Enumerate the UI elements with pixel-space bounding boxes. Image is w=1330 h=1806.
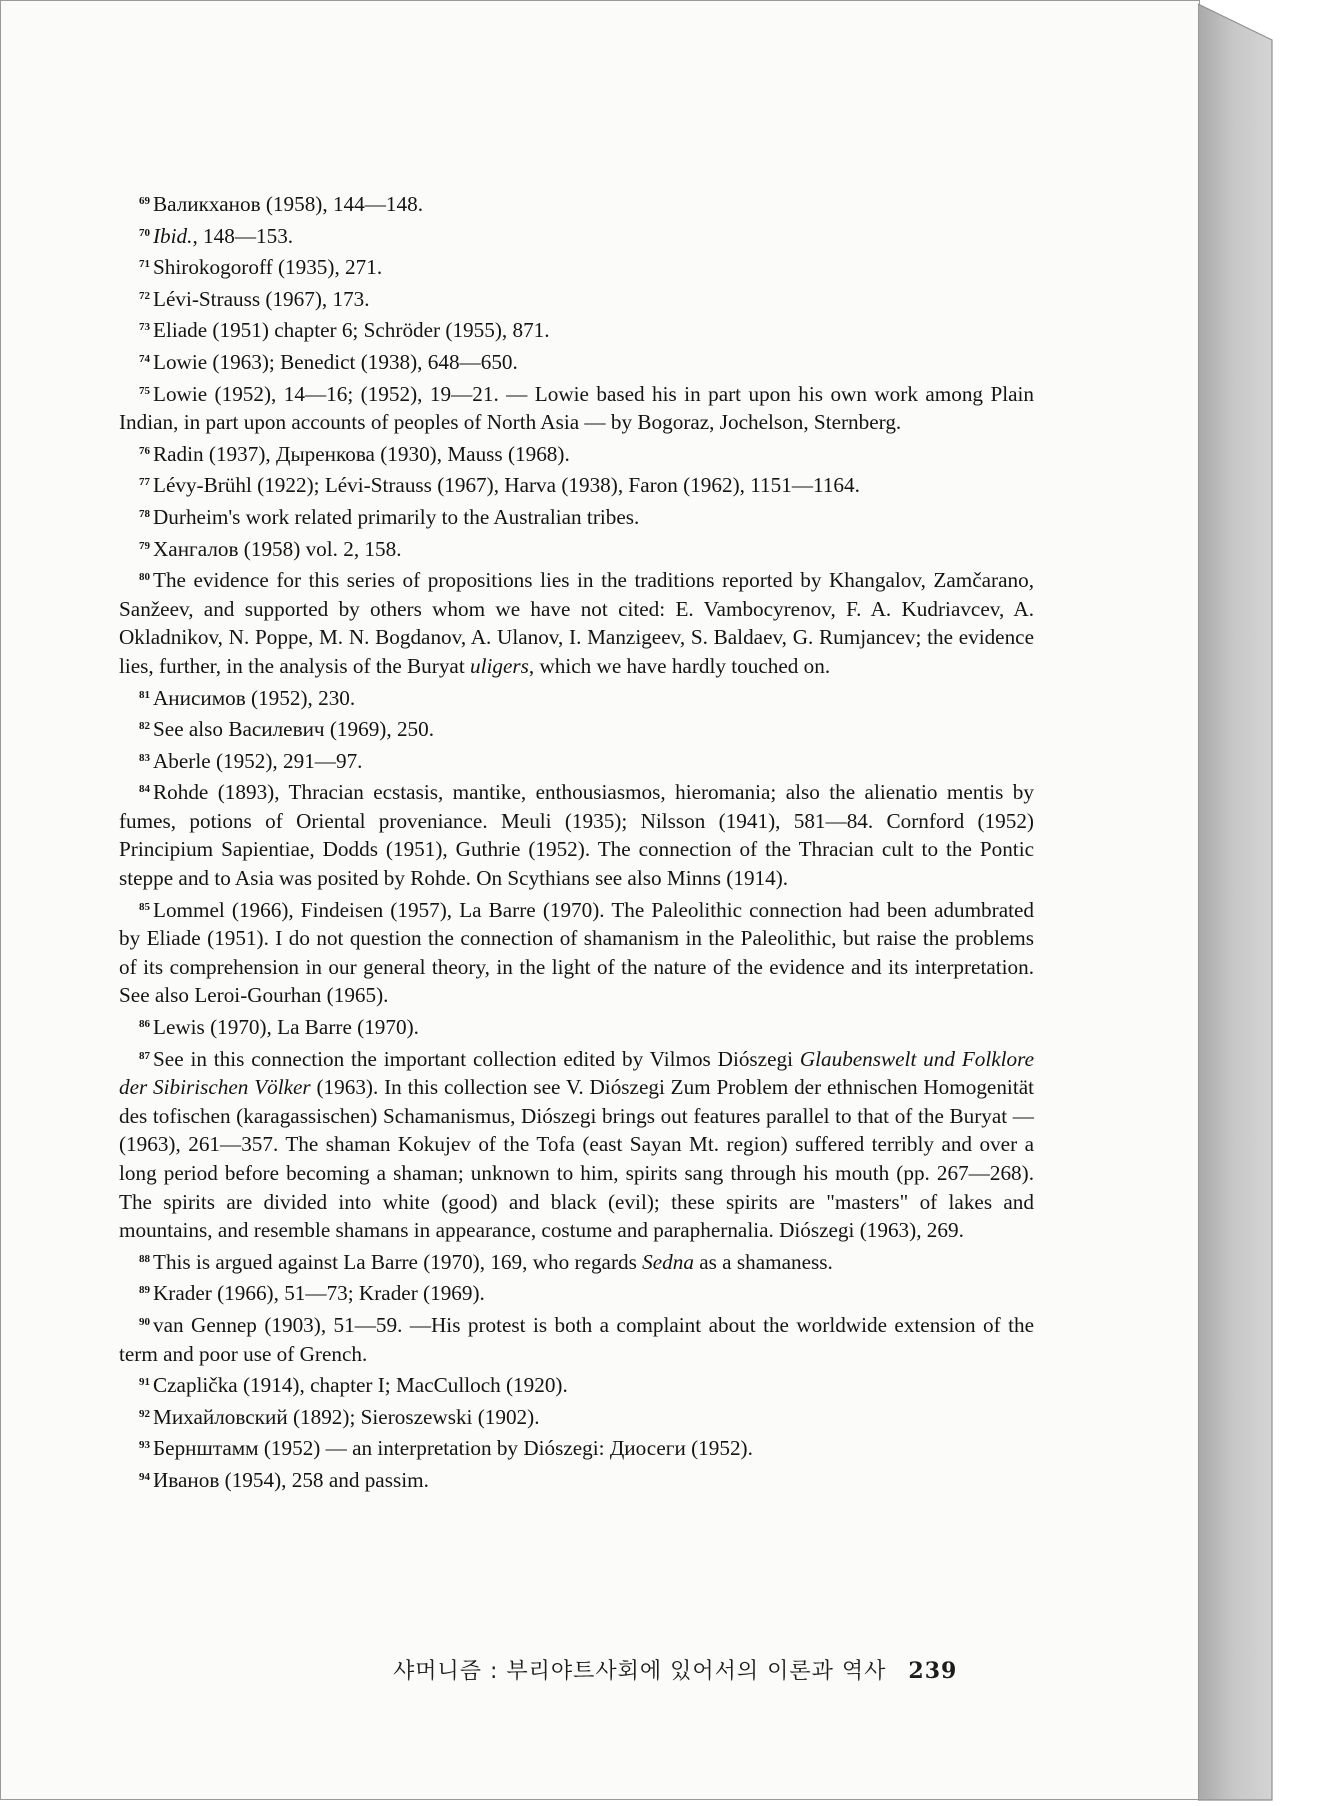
footnote-number: 86 [139,1018,150,1031]
footnote [119,681,1034,713]
footnote-text: as a shamaness. [693,1249,833,1274]
footnote-text: Lévy-Brühl (1922); Lévi-Strauss (1967), Harva (1938), Faron (1962), 1151—1164. [153,473,860,498]
footnote [119,1010,1034,1042]
footnote-text: Krader (1966), 51—73; Krader (1969). [153,1281,485,1306]
footnote [119,250,1034,282]
footnote-text: Durheim's work related primarily to the Australian tribes. [153,504,640,529]
footnote-text: Czaplička (1914), chapter I; MacCulloch (1920). [153,1373,568,1398]
footnote [119,712,1034,744]
footnote-number: 82 [139,720,150,733]
footnote [119,437,1034,469]
footnote-number: 87 [139,1049,150,1062]
footnote-text: Lévi-Strauss (1967), 173. [153,286,370,311]
footnote-text: This is argued against La Barre (1970), 169, who regards [153,1249,643,1274]
footnote-number: 94 [139,1470,150,1483]
footnote-text: , which we have hardly touched on. [528,653,831,678]
footnote-number: 85 [139,900,150,913]
footnote-number: 73 [139,321,150,334]
footnote-text: Radin (1937), Дыренкова (1930), Mauss (1968). [153,441,570,466]
footnote-text: Shirokogoroff (1935), 271. [153,255,383,280]
book-edge-shadow [1198,2,1278,1802]
footnote-number: 89 [139,1284,150,1297]
footnote [119,187,1034,219]
footnote-text: Иванов (1954), 258 and passim. [153,1467,429,1492]
footnote-italic-text: Ibid. [153,223,193,248]
footnote [119,1463,1034,1495]
footnote-text: (1963). In this collection see V. Diószegi Zum Problem der ethnischen Homogenität des tofischen (karagassischen) Schamanismus, Diószegi brings out features parallel to that of the Buryat — (1963), 261—357. The shaman Kokujev of the Tofa (east Sayan Mt. region) suffered terribly and over a long period before becoming a shaman; unknown to him, spirits sang through his mouth (pp. 267—268). The spirits are divided into white (good) and black (evil); these spirits are "masters" of lakes and mountains, and resemble shamans in appearance, costume and paraphernalia. Diószegi (1963), 269. [119,1075,1034,1243]
running-title: 샤머니즘 : 부리야트사회에 있어서의 이론과 역사 [393,1659,887,1684]
footnote-number: 93 [139,1439,150,1452]
footnote-text: Lewis (1970), La Barre (1970). [153,1015,419,1040]
footnote-number: 71 [139,258,150,271]
footnote-italic-text: Glaubenswelt und Folklore der Sibirischen Völker [119,1046,1034,1100]
footnote-number: 80 [139,571,150,584]
footnote-text: Lowie (1963); Benedict (1938), 648—650. [153,349,518,374]
footnote-text: See in this connection the important collection edited by Vilmos Diószegi [153,1046,800,1071]
footnote-text: Хангалов (1958) vol. 2, 158. [153,536,402,561]
footnote-text: Lowie (1952), 14—16; (1952), 19—21. — Lowie based his in part upon his own work among Plain Indian, in part upon accounts of peoples of North Asia — by Bogoraz, Jochelson, Sternberg. [119,381,1034,435]
footnote [119,282,1034,314]
footnote-number: 75 [139,384,150,397]
footnote-text: Aberle (1952), 291—97. [153,748,363,773]
footnote-italic-text: Sedna [642,1249,694,1274]
footnote-number: 69 [139,195,150,207]
footnote-number: 88 [139,1252,150,1265]
footnote-text: Lommel (1966), Findeisen (1957), La Barre (1970). The Paleolithic connection had been adumbrated by Eliade (1951). I do not question the connection of shamanism in the Paleolithic, but raise the problems of its comprehension in our general theory, in the light of the nature of the evidence and its interpretation. See also Leroi-Gourhan (1965). [119,897,1034,1008]
footnote [119,345,1034,377]
footnote [119,313,1034,345]
footnote [119,1245,1034,1277]
footnote [119,744,1034,776]
footnote [119,532,1034,564]
footnote [119,1042,1034,1245]
footnote [119,1308,1034,1368]
footnote [119,1368,1034,1400]
footnote-number: 77 [139,476,150,489]
footnote [119,1431,1034,1463]
footnote-text: Михайловский (1892); Sieroszewski (1902). [153,1404,540,1429]
footnote-number: 81 [139,688,150,701]
footnote-number: 78 [139,507,150,520]
footnote-text: Анисимов (1952), 230. [153,685,356,710]
footnote [119,377,1034,437]
footnote [119,1400,1034,1432]
footnote-text: Бернштамм (1952) — an interpretation by Diószegi: Диосеги (1952). [153,1436,753,1461]
footnote-text: van Gennep (1903), 51—59. —His protest is both a complaint about the worldwide extension of the term and poor use of Grench. [119,1312,1034,1366]
footnote [119,893,1034,1010]
footnote-text: , 148—153. [192,223,294,248]
footnote-text: Валикханов (1958), 144—148. [153,192,424,216]
footnote-text: Eliade (1951) chapter 6; Schröder (1955), 871. [153,318,550,343]
footnote-number: 72 [139,289,150,302]
footnotes-list [119,187,1034,1495]
footnote-number: 70 [139,226,150,239]
footnote [119,468,1034,500]
footnote [119,219,1034,251]
footnote-number: 84 [139,783,150,796]
footnote-text: The evidence for this series of propositions lies in the traditions reported by Khangalov, Zamčarano, Sanžeev, and supported by others whom we have not cited: E. Vambocyrenov, F. A. Kudriavcev, A. Okladnikov, N. Poppe, M. N. Bogdanov, A. Ulanov, I. Manzigeev, S. Baldaev, G. Rumjancev; the evidence lies, further, in the analysis of the Buryat [119,568,1034,678]
footnote-number: 91 [139,1376,150,1389]
footnote [119,563,1034,680]
footnote-text: See also Василевич (1969), 250. [153,717,435,742]
footnote-italic-text: uligers [470,653,529,678]
footnote-number: 79 [139,539,150,552]
footnote-number: 92 [139,1407,150,1420]
footnote [119,500,1034,532]
footnote-text: Rohde (1893), Thracian ecstasis, mantike, enthousiasmos, hieromania; also the alienatio mentis by fumes, potions of Oriental proveniance. Meuli (1935); Nilsson (1941), 581—84. Cornford (1952) Principium Sapientiae, Dodds (1951), Guthrie (1952). The connection of the Thracian cult to the Pontic steppe and to Asia was posited by Rohde. On Scythians see also Minns (1914). [119,780,1034,891]
footnote-number: 74 [139,352,150,365]
footnote [119,1276,1034,1308]
footnote-number: 76 [139,444,150,457]
page-number: 239 [908,1658,958,1684]
footnote-number: 83 [139,751,150,764]
page-footer [393,1654,1023,1685]
footnote [119,775,1034,892]
footnote-number: 90 [139,1315,150,1328]
